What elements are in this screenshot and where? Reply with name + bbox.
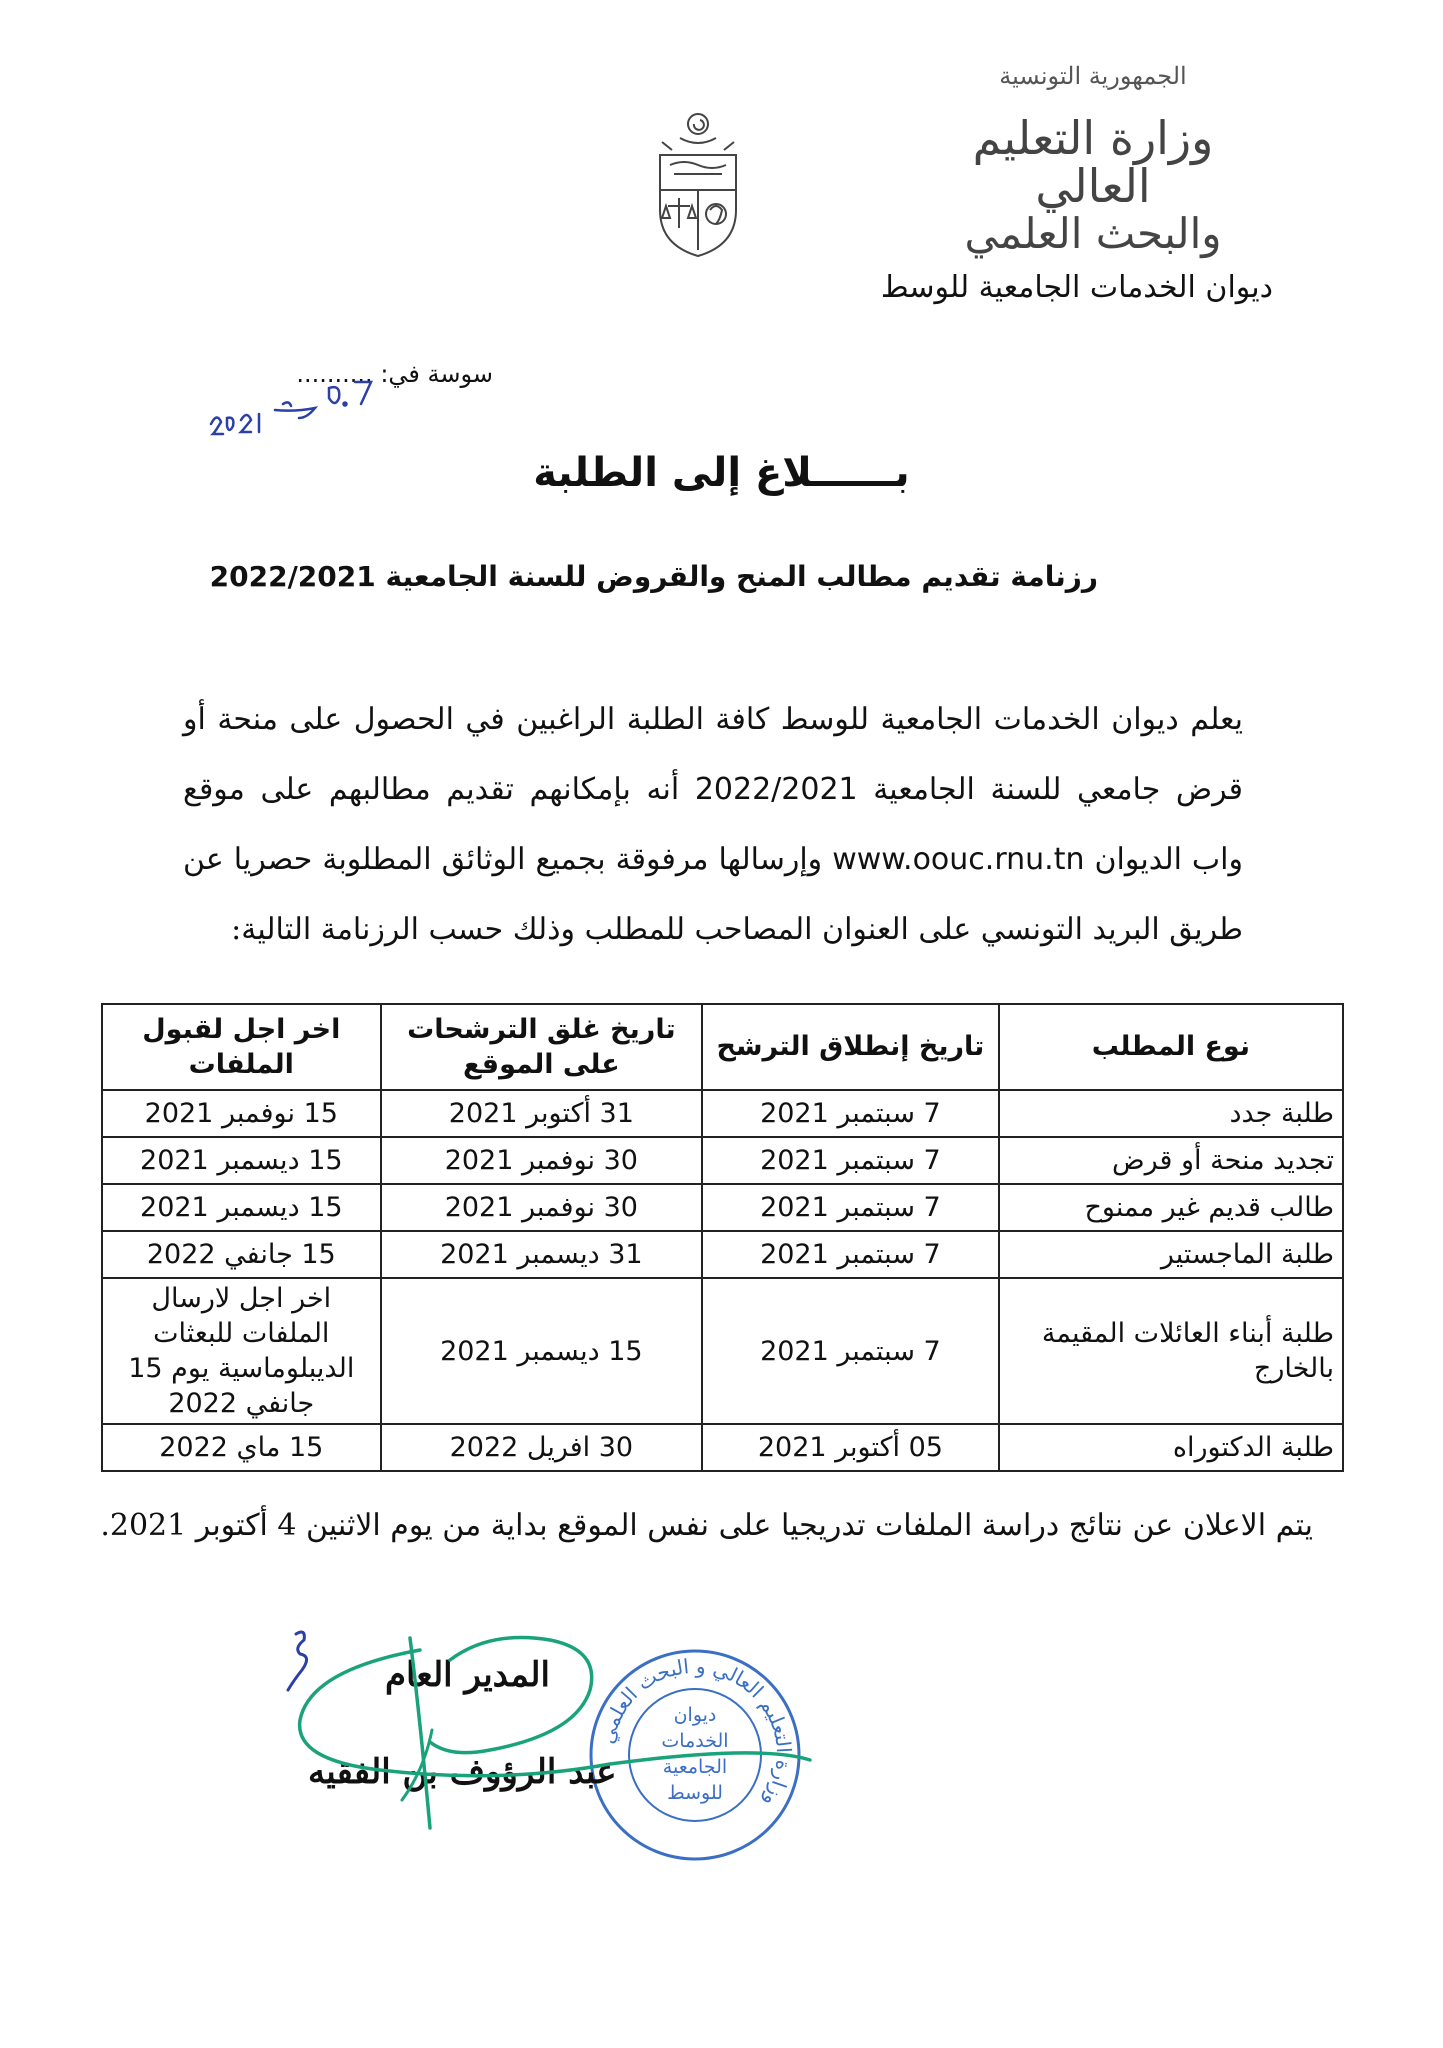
cell-deadline: اخر اجل لارسال الملفات للبعثات الديبلوماسية يوم 15 جانفي 2022 [102,1278,381,1424]
header-deadline: اخر اجل لقبول الملفات [102,1004,381,1090]
cell-type: طلبة الماجستير [999,1231,1343,1278]
header-type: نوع المطلب [999,1004,1343,1090]
notice-title: بــــــلاغ إلى الطلبة [533,450,910,496]
body-part-2: أنه بإمكانهم تقديم مطالبهم على موقع واب الديوان [183,772,1243,877]
cell-start: 7 سبتمبر 2021 [702,1231,999,1278]
table-row [102,1231,1343,1278]
stamp-line-4: للوسط [667,1782,723,1804]
stamp-line-1: ديوان [673,1704,717,1726]
ministry-name-line2: والبحث العلمي [964,208,1222,258]
header-start: تاريخ إنطلاق الترشح [702,1004,999,1090]
cell-deadline: 15 جانفي 2022 [102,1231,381,1278]
cell-deadline: 15 ماي 2022 [102,1424,381,1471]
stamp-ring-text: وزارة التعليم العالي و البحث العلمي [594,1653,797,1812]
header-close: تاريخ غلق الترشحات على الموقع [381,1004,703,1090]
republic-name: الجمهورية التونسية [999,62,1187,90]
ministry-name-line1: وزارة التعليم العالي [972,111,1214,214]
cell-close: 31 أكتوبر 2021 [381,1090,703,1137]
director-title: المدير العام [385,1655,550,1695]
body-part-3: وإرسالها مرفوقة بجميع الوثائق المطلوبة حصريا عن طريق البريد التونسي على العنوان المصاحب للمطلب وذلك حسب الرزنامة التالية: [183,842,1243,947]
date-label: سوسة في: [380,360,493,388]
table-row [102,1137,1343,1184]
cell-close: 31 ديسمبر 2021 [381,1231,703,1278]
director-name: عبد الرؤوف بن الفقيه [308,1752,617,1792]
office-name: ديوان الخدمات الجامعية للوسط [880,270,1273,305]
stamp-line-3: الجامعية [662,1756,728,1778]
handwritten-date-icon [205,352,395,442]
cell-close: 30 نوفمبر 2021 [381,1137,703,1184]
academic-year: 2022/2021 [694,772,858,807]
body-paragraph [183,685,1243,965]
tunisia-emblem-icon [650,110,746,260]
cell-start: 05 أكتوبر 2021 [702,1424,999,1471]
table-row [102,1424,1343,1471]
cell-type: طالب قديم غير ممنوح [999,1184,1343,1231]
table-row [102,1090,1343,1137]
date-dots: .......... [296,360,373,388]
cell-deadline: 15 ديسمبر 2021 [102,1137,381,1184]
cell-close: 15 ديسمبر 2021 [381,1278,703,1424]
results-note: يتم الاعلان عن نتائج دراسة الملفات تدريجيا على نفس الموقع بداية من يوم الاثنين 4 أكتوبر 2021. [100,1508,1313,1543]
website-link[interactable]: www.oouc.rnu.tn [832,842,1085,877]
notice-subtitle: رزنامة تقديم مطالب المنح والقروض للسنة الجامعية 2022/2021 [209,560,1098,593]
cell-start: 7 سبتمبر 2021 [702,1090,999,1137]
cell-start: 7 سبتمبر 2021 [702,1184,999,1231]
table-header-row [102,1004,1343,1090]
cell-type: طلبة جدد [999,1090,1343,1137]
cell-type: تجديد منحة أو قرض [999,1137,1343,1184]
handwritten-signature-icon [260,1620,820,1850]
cell-deadline: 15 نوفمبر 2021 [102,1090,381,1137]
cell-start: 7 سبتمبر 2021 [702,1278,999,1424]
table-row [102,1278,1343,1424]
calendar-table [101,1003,1344,1472]
cell-type: طلبة الدكتوراه [999,1424,1343,1471]
cell-close: 30 افريل 2022 [381,1424,703,1471]
table-row [102,1184,1343,1231]
cell-close: 30 نوفمبر 2021 [381,1184,703,1231]
ministry-header [928,62,1258,257]
body-part-1: يعلم ديوان الخدمات الجامعية للوسط كافة الطلبة الراغبين في الحصول على منحة أو قرض جامعي للسنة الجامعية [183,702,1243,807]
cell-deadline: 15 ديسمبر 2021 [102,1184,381,1231]
stamp-line-2: الخدمات [661,1730,729,1752]
cell-type: طلبة أبناء العائلات المقيمة بالخارج [999,1278,1343,1424]
cell-start: 7 سبتمبر 2021 [702,1137,999,1184]
